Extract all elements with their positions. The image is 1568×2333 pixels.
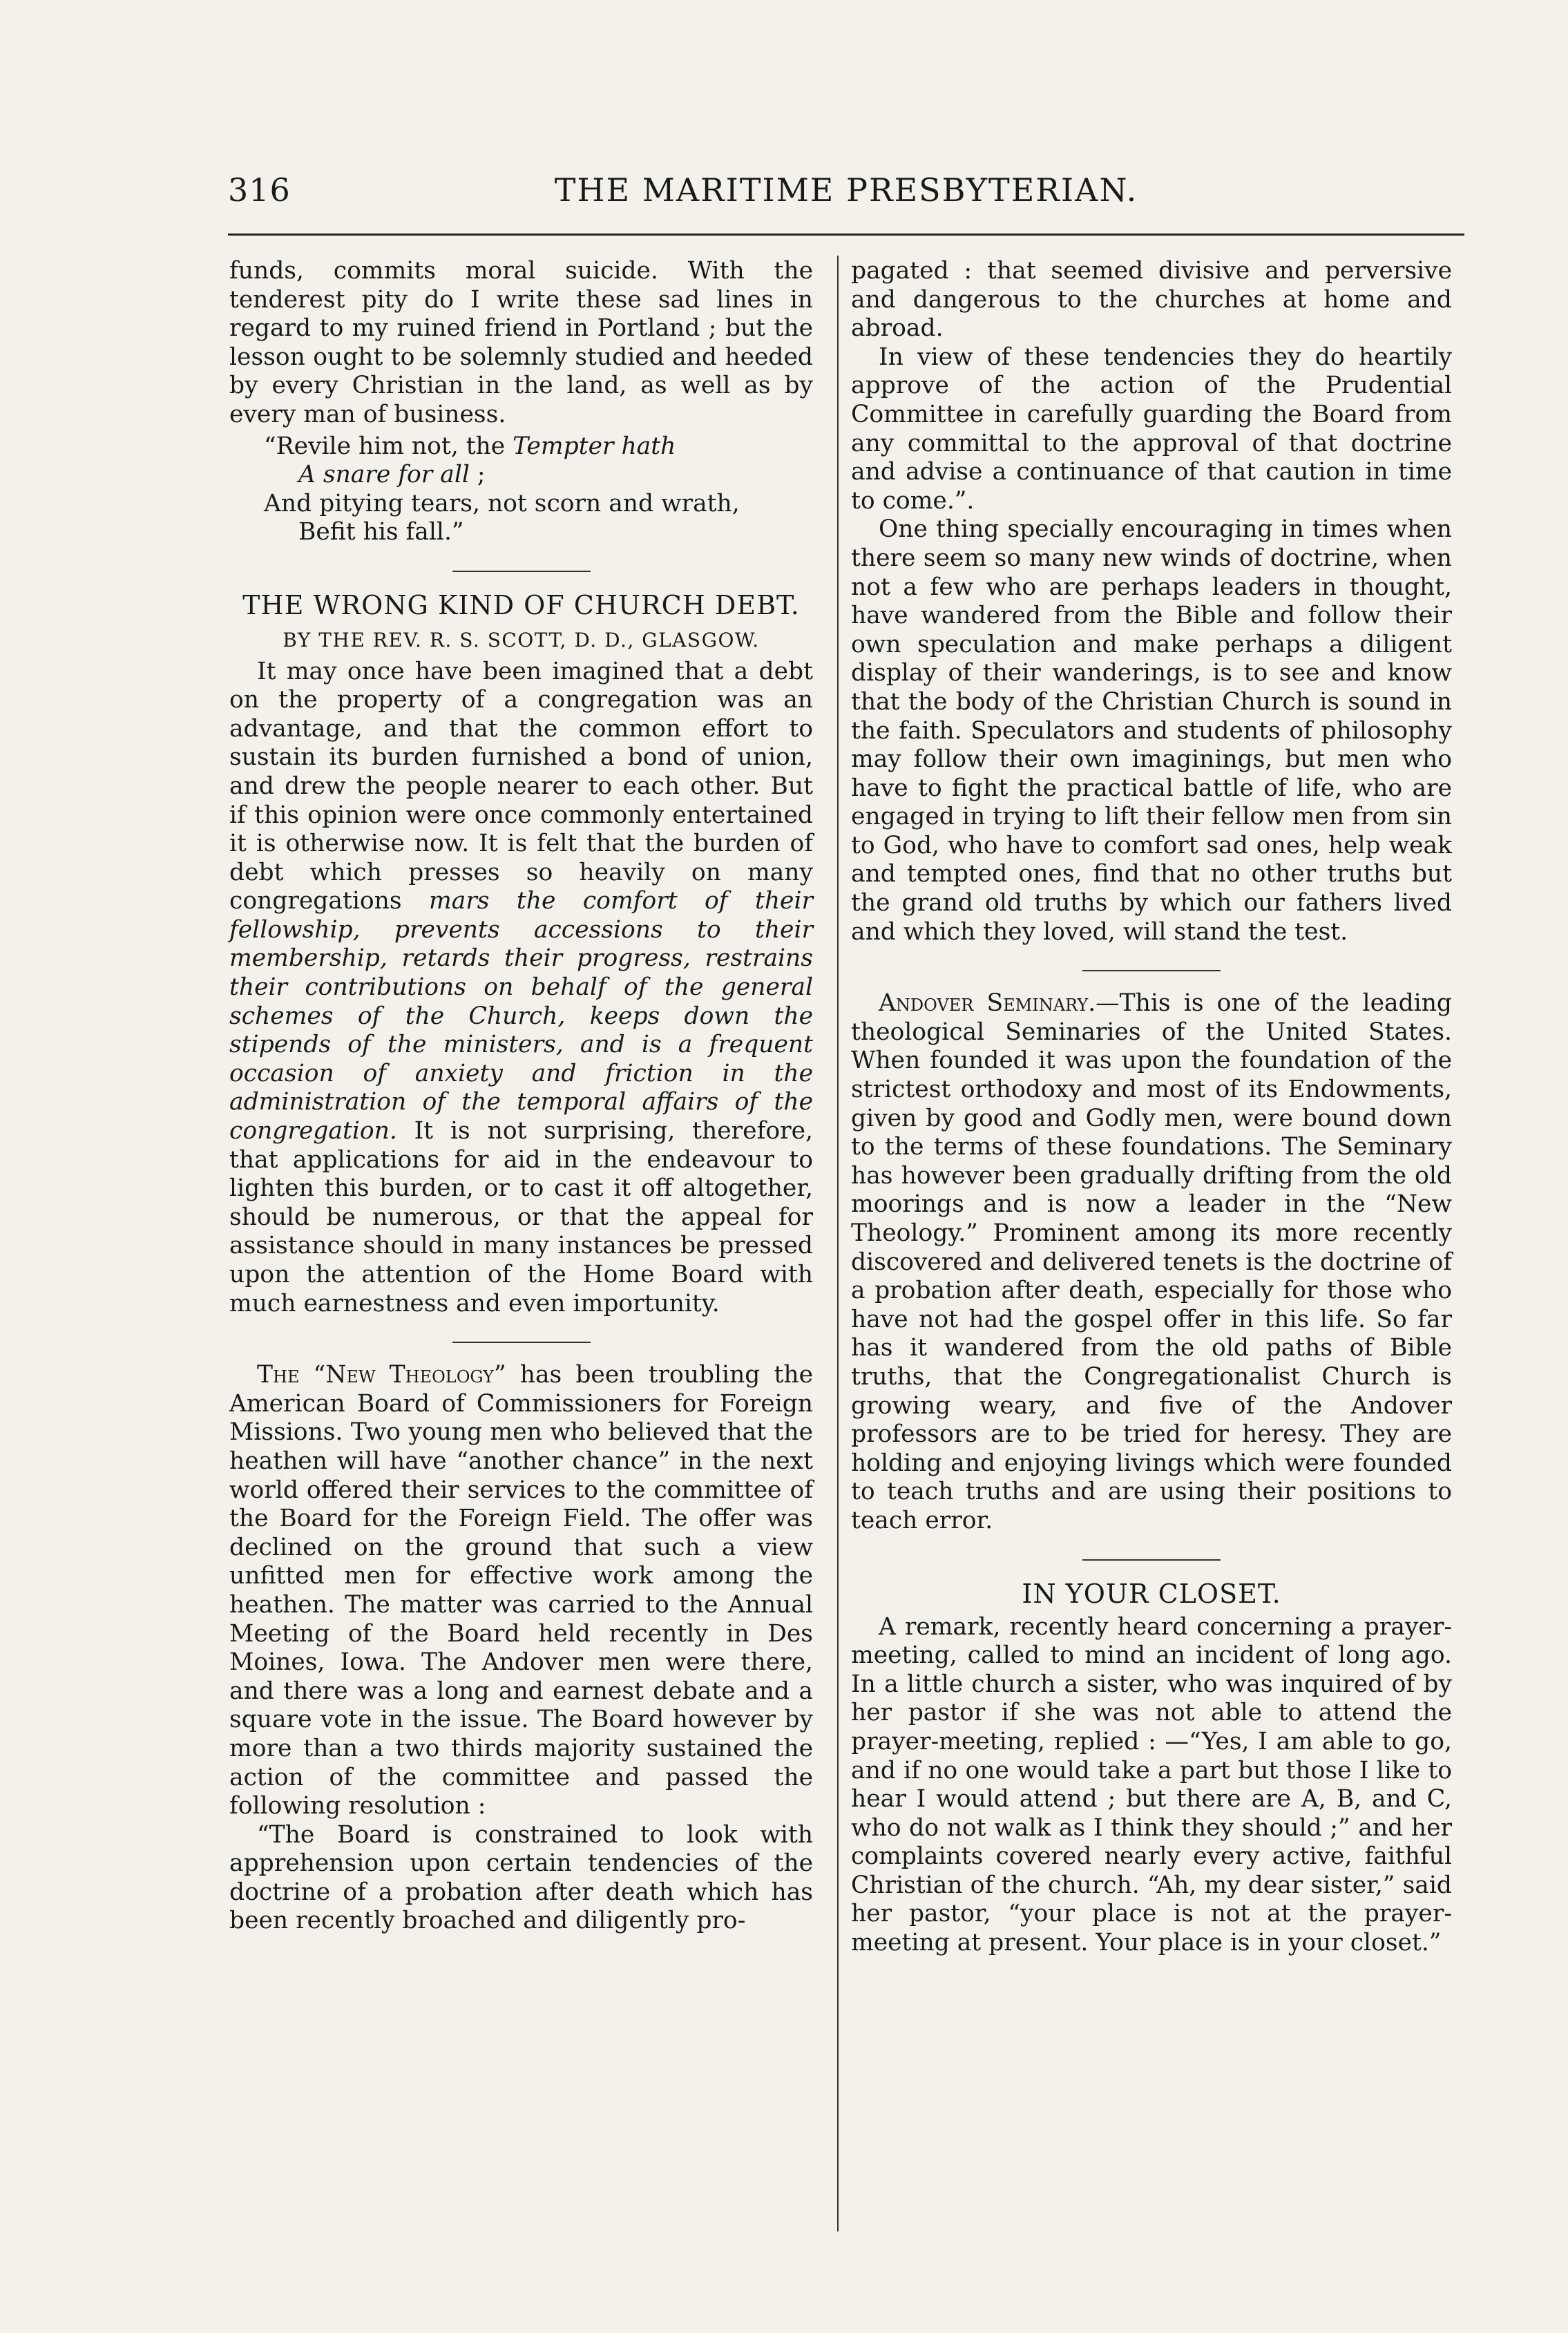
section-rule — [452, 1342, 591, 1343]
poem-line: And pitying tears, not scorn and wrath, — [264, 489, 740, 517]
poem-line: “Revile him not, the Tempter hath — [264, 432, 676, 460]
poem-line: A snare for all ; — [298, 461, 486, 489]
section-rule — [1082, 1559, 1221, 1561]
paragraph: One thing specially encouraging in times when there seem so many new winds of doctrine, when not a few who are perhaps leaders in thought, have wandered from the Bible and follow their own speculation and make perhaps a diligent display of their wanderings, is to see and know that the body of the Christian Church is sound in the faith. Speculators and students of philosophy may follow their own imaginings, but men who have to fight the practical battle of life, who are engaged in trying to lift their fellow men from sin to God, who have to comfort sad ones, help weak and tempted ones, find that no other truths but the grand old truths by which our fathers lived and which they loved, will stand the test. — [851, 515, 1452, 946]
column-divider — [837, 256, 839, 2231]
paragraph: “The Board is constrained to look with apprehension upon certain tendencies of the doctrine of a probation after death which has been recently broached and diligently pro- — [229, 1820, 813, 1935]
section-rule — [1082, 970, 1221, 971]
paragraph: funds, commits moral suicide. With the tenderest pity do I write these sad lines in regard to my ruined friend in Portland ; but the lesson ought to be solemnly studied and heeded by every Christian in the land, as well as by every man of business. — [229, 257, 813, 428]
right-column — [851, 257, 1452, 1958]
left-column — [229, 257, 813, 1936]
paragraph: In view of these tendencies they do heartily approve of the action of the Prudential Committee in carefully guarding the Board from any committal to the approval of that doctrine and advise a continuance of that caution in time to come.”. — [851, 343, 1452, 515]
paragraph: It may once have been imagined that a debt on the property of a congregation was an advantage, and that the common effort to sustain its burden furnished a bond of union, and drew the people nearer to each other. But if this opinion were once commonly entertained it is otherwise now. It is felt that the burden of debt which presses so heavily on many congregations mars the comfort of their fellowship, prevents accessions to their membership, retards their progress, restrains their contributions on behalf of the general schemes of the Church, keeps down the stipends of the ministers, and is a frequent occasion of anxiety and friction in the administration of the temporal affairs of the congregation. It is not surprising, therefore, that applications for aid in the endeavour to lighten this burden, or to cast it off altogether, should be numerous, or that the appeal for assistance should in many instances be pressed upon the attention of the Home Board with much earnestness and even importunity. — [229, 657, 813, 1317]
header-rule — [228, 234, 1464, 236]
page-number: 316 — [228, 171, 291, 209]
section-rule — [452, 571, 591, 572]
paragraph: pagated : that seemed divisive and perversive and dangerous to the churches at home and abroad. — [851, 257, 1452, 343]
paragraph: A remark, recently heard concerning a prayer-meeting, called to mind an incident of long ago. In a little church a sister, who was inquired of by her pastor if she was not able to attend the prayer-meeting, replied : —“Yes, I am able to go, and if no one would take a part but those I like to hear I would attend ; but there are A, B, and C, who do not walk as I think they should ;” and her complaints covered nearly every active, faithful Christian of the church. “Ah, my dear sister,” said her pastor, “your place is not at the prayer-meeting at present. Your place is in your closet.” — [851, 1612, 1452, 1957]
article-heading: IN YOUR CLOSET. — [1022, 1578, 1281, 1609]
article-byline: BY THE REV. R. S. SCOTT, D. D., GLASGOW. — [283, 628, 760, 651]
article-heading: THE WRONG KIND OF CHURCH DEBT. — [242, 589, 800, 620]
paragraph: Andover Seminary.—This is one of the leading theological Seminaries of the United States. When founded it was upon the foundation of the strictest orthodoxy and most of its Endowments, given by good and Godly men, were bound down to the terms of these foundations. The Seminary has however been gradually drifting from the old moorings and is now a leader in the “New Theology.” Prominent among its more recently discovered and delivered tenets is the doctrine of a probation after death, especially for those who have not had the gospel offer in this life. So far has it wandered from the old paths of Bible truths, that the Congregationalist Church is growing weary, and five of the Andover professors are to be tried for heresy. They are holding and enjoying livings which were founded to teach truths and are using their positions to teach error. — [851, 989, 1453, 1534]
paragraph: The “New Theology” has been troubling the American Board of Commissioners for Foreign Missions. Two young men who believed that the heathen will have “another chance” in the next world offered their services to the committee of the Board for the Foreign Field. The offer was declined on the ground that such a view unfitted men for effective work among the heathen. The matter was carried to the Annual Meeting of the Board held recently in Des Moines, Iowa. The Andover men were there, and there was a long and earnest debate and a square vote in the issue. The Board however by more than a two thirds majority sustained the action of the committee and passed the following resolution : — [229, 1361, 813, 1820]
running-title: THE MARITIME PRESBYTERIAN. — [554, 171, 1138, 209]
poem-line: Befit his fall.” — [298, 518, 464, 546]
page-header — [228, 171, 1464, 220]
poem-quote — [229, 432, 813, 547]
